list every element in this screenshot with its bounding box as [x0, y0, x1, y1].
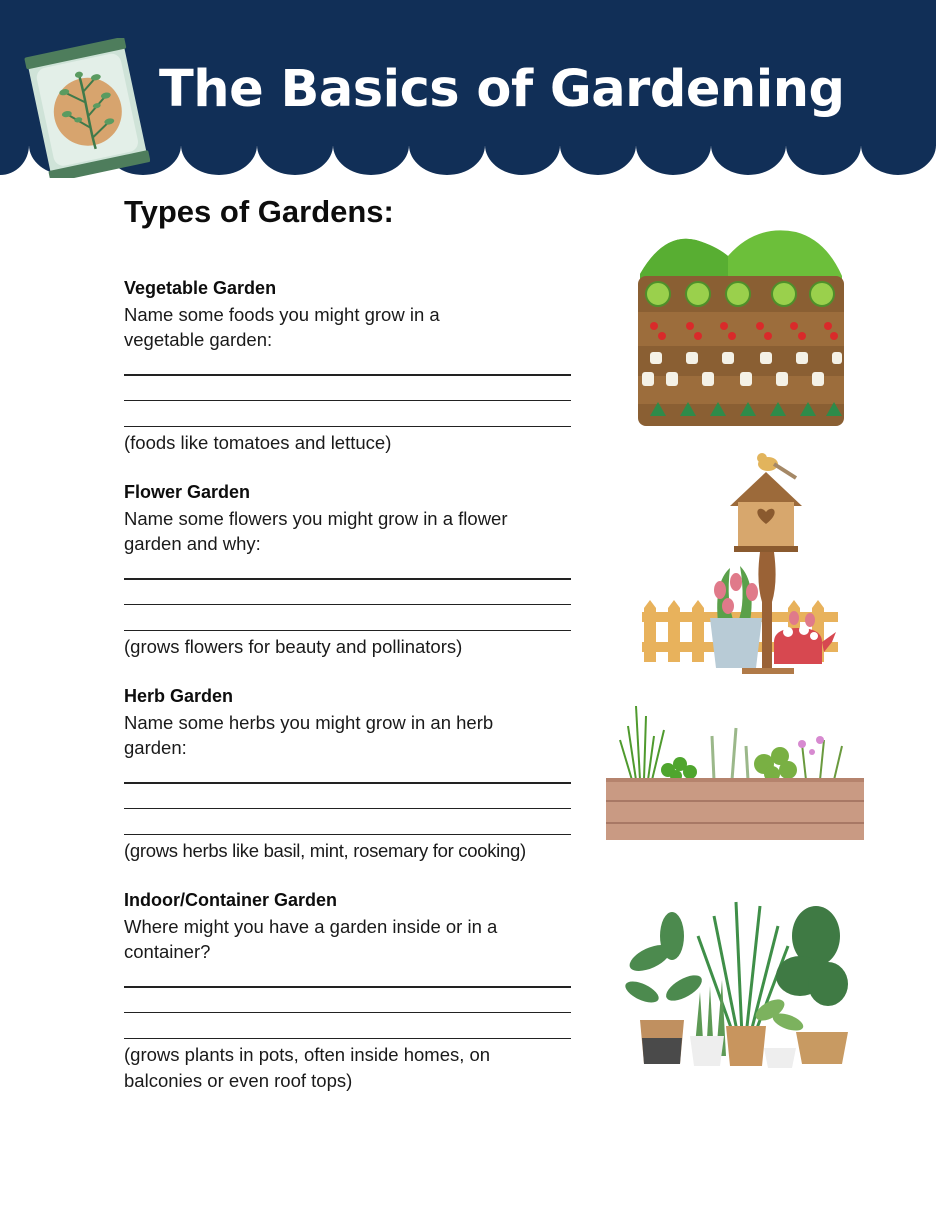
garden-hint: (foods like tomatoes and lettuce) [124, 432, 392, 454]
answer-line[interactable] [124, 404, 571, 430]
flower-garden-birdhouse-illustration [638, 442, 842, 676]
garden-hint: (grows flowers for beauty and pollinators) [124, 636, 463, 658]
garden-block-vegetable [124, 276, 584, 456]
garden-heading: Herb Garden [124, 686, 234, 706]
answer-line[interactable] [124, 761, 571, 787]
garden-heading: Indoor/Container Garden [124, 890, 338, 910]
answer-line[interactable] [124, 812, 571, 838]
page-title: The Basics of Gardening [159, 60, 845, 119]
vegetable-garden-illustration [636, 226, 846, 430]
garden-block-flower [124, 480, 584, 660]
answer-line[interactable] [124, 1016, 571, 1042]
garden-prompt: Where might you have a garden inside or in a container? [124, 915, 498, 963]
garden-prompt: Name some flowers you might grow in a flower garden and why: [124, 507, 508, 555]
garden-hint: (grows herbs like basil, mint, rosemary for cooking) [124, 840, 526, 862]
garden-block-indoor-container [124, 888, 584, 1093]
potted-houseplants-illustration [610, 896, 860, 1068]
garden-heading: Vegetable Garden [124, 278, 277, 298]
answer-line[interactable] [124, 583, 571, 609]
garden-block-herb [124, 684, 584, 864]
garden-prompt: Name some herbs you might grow in an herb garden: [124, 711, 494, 759]
answer-line[interactable] [124, 787, 571, 813]
answer-line[interactable] [124, 991, 571, 1017]
garden-prompt: Name some foods you might grow in a vegetable garden: [124, 303, 440, 351]
answer-line[interactable] [124, 379, 571, 405]
answer-line[interactable] [124, 608, 571, 634]
answer-line[interactable] [124, 557, 571, 583]
garden-hint: (grows plants in pots, often inside homes, on balconies or even roof tops) [124, 1044, 491, 1091]
herb-planter-box-illustration [606, 696, 866, 844]
answer-line[interactable] [124, 965, 571, 991]
seed-packet-icon [22, 38, 150, 178]
answer-line[interactable] [124, 353, 571, 379]
garden-heading: Flower Garden [124, 482, 251, 502]
section-title: Types of Gardens: [124, 194, 394, 229]
